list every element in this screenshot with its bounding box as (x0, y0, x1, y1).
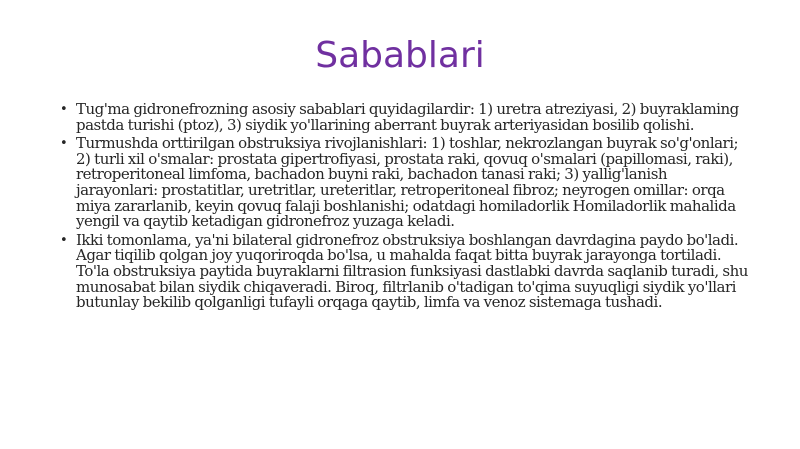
bullet-text: Tug'ma gidronefrozning asosiy sabablari quyidagilardir: 1) uretra atreziyasi, 2) buyraklaming pastda turishi (ptoz), 3) siydik yo'llarining aberrant buyrak arteriyasidan bosilib qolishi. (76, 100, 739, 134)
bullet-text: Turmushda orttirilgan obstruksiya rivojlanishlari: 1) toshlar, nekrozlangan buyrak so'g'onlari; 2) turli xil o'smalar: prostata gipertrofiyasi, prostata raki, qovuq o'smalari (papillomasi, raki), retroperitoneal limfoma, bachadon buyni raki, bachadon tanasi raki; 3) yallig'lanish jarayonlari: prostatitlar, uretritlar, ureteritlar, retroperitoneal fibroz; neyrogen omillar: orqa miya zararlanib, keyin qovuq falaji boshlanishi; odatdagi homiladorlik Homiladorlik mahalida yengil va qaytib ketadigan gidronefroz yuzaga keladi. (76, 134, 739, 231)
bullet-list (58, 102, 748, 314)
bullet-marker: • (60, 102, 68, 117)
bullet-item (58, 230, 748, 312)
slide-title: Sabablari (315, 35, 485, 76)
bullet-marker: • (60, 232, 68, 248)
bullet-marker: • (60, 136, 68, 152)
bullet-text: Ikki tomonlama, ya'ni bilateral gidronefroz obstruksiya boshlangan davrdagina paydo bo'ladi. Agar tiqilib qolgan joy yuqoriroqda bo'lsa, u mahalda faqat bitta buyrak jarayonga tortiladi. To'la obstruksiya paytida buyraklarni filtrasion funksiyasi dastlabki davrda saqlanib turadi, shu munosabat bilan siydik chiqaveradi. Biroq, filtrlanib o'tadigan to'qima suyuqligi siydik yo'llari butunlay bekilib qolganligi tufayli orqaga qaytib, limfa va venoz sistemaga tushadi. (76, 230, 748, 312)
bullet-item (58, 136, 748, 230)
bullet-item (58, 102, 748, 133)
